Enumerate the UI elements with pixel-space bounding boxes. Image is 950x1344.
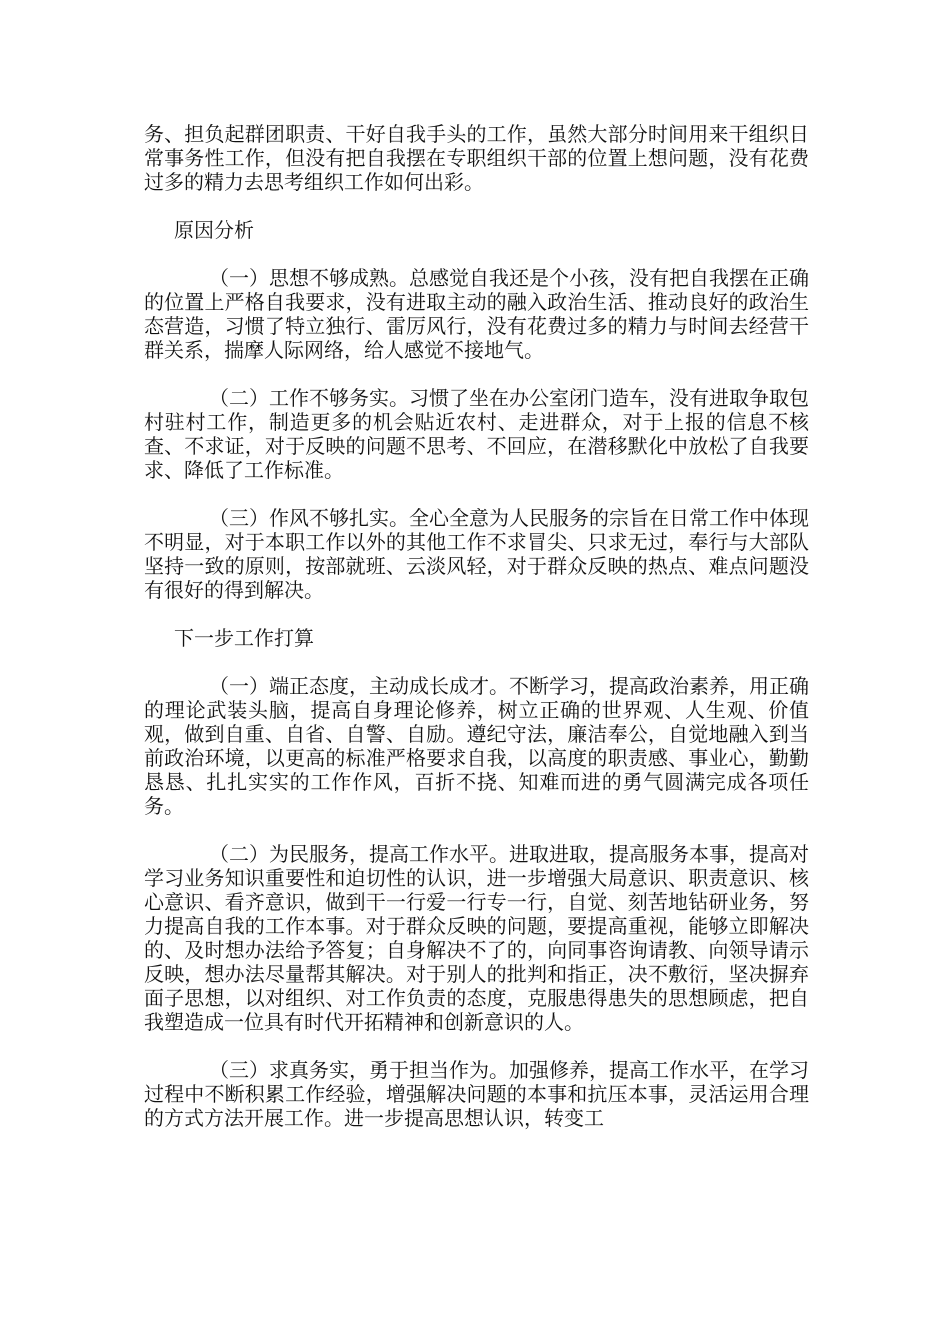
paragraph-cause-2: （二）工作不够务实。习惯了坐在办公室闭门造车，没有进取争取包村驻村工作，制造更多的机会贴近农村、走进群众，对于上报的信息不核查、不求证，对于反映的问题不思考、不回应，在潜移默化中放松了自我要求、降低了工作标准。	[144, 386, 809, 482]
section-heading-next-steps: 下一步工作打算	[174, 626, 314, 650]
paragraph-plan-2: （二）为民服务，提高工作水平。进取进取，提高服务本事，提高对学习业务知识重要性和迫切性的认识，进一步增强大局意识、职责意识、核心意识、看齐意识，做到干一行爱一行专一行，自觉、刻苦地钻研业务，努力提高自我的工作本事。对于群众反映的问题，要提高重视，能够立即解决的、及时想办法给予答复；自身解决不了的，向同事咨询请教、向领导请示反映，想办法尽量帮其解决。对于别人的批判和指正，决不敷衍，坚决摒弃面子思想，以对组织、对工作负责的态度，克服患得患失的思想顾虑，把自我塑造成一位具有时代开拓精神和创新意识的人。	[144, 842, 809, 1034]
section-heading-cause-analysis: 原因分析	[174, 218, 254, 242]
paragraph-cause-3: （三）作风不够扎实。全心全意为人民服务的宗旨在日常工作中体现不明显，对于本职工作以外的其他工作不求冒尖、只求无过，奉行与大部队坚持一致的原则，按部就班、云淡风轻，对于群众反映的热点、难点问题没有很好的得到解决。	[144, 506, 809, 602]
paragraph-cause-1: （一）思想不够成熟。总感觉自我还是个小孩，没有把自我摆在正确的位置上严格自我要求，没有进取主动的融入政治生活、推动良好的政治生态营造，习惯了特立独行、雷厉风行，没有花费过多的精力与时间去经营干群关系，揣摩人际网络，给人感觉不接地气。	[144, 266, 809, 362]
paragraph-continuation: 务、担负起群团职责、干好自我手头的工作，虽然大部分时间用来干组织日常事务性工作，但没有把自我摆在专职组织干部的位置上想问题，没有花费过多的精力去思考组织工作如何出彩。	[144, 122, 809, 194]
paragraph-plan-3: （三）求真务实，勇于担当作为。加强修养，提高工作水平，在学习过程中不断积累工作经验，增强解决问题的本事和抗压本事，灵活运用合理的方式方法开展工作。进一步提高思想认识，转变工	[144, 1058, 809, 1130]
paragraph-plan-1: （一）端正态度，主动成长成才。不断学习，提高政治素养，用正确的理论武装头脑，提高自身理论修养，树立正确的世界观、人生观、价值观，做到自重、自省、自警、自励。遵纪守法，廉洁奉公，自觉地融入到当前政治环境，以更高的标准严格要求自我，以高度的职责感、事业心，勤勤恳恳、扎扎实实的工作作风，百折不挠、知难而进的勇气圆满完成各项任务。	[144, 674, 809, 818]
document-body	[144, 122, 809, 1154]
